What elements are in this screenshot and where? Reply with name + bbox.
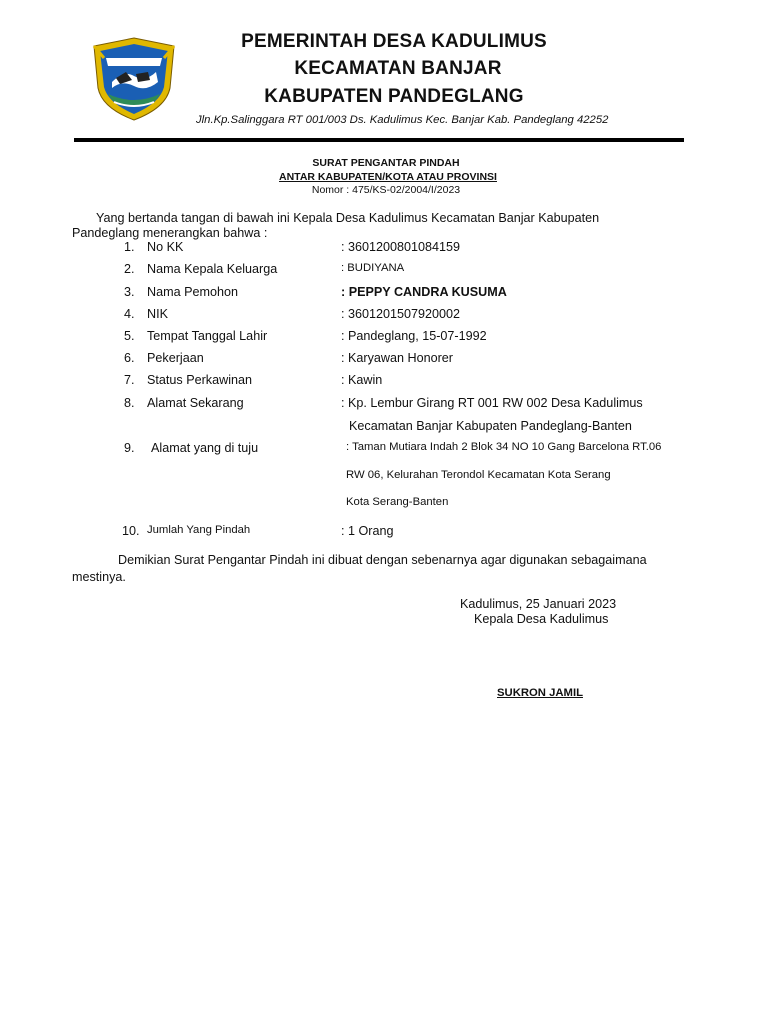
field-row-applicant — [0, 285, 768, 301]
field-row-current-address — [0, 396, 768, 412]
field-value: : 1 Orang — [341, 524, 394, 538]
field-label: Nama Pemohon — [147, 285, 239, 299]
field-row-head-of-family — [0, 262, 768, 278]
field-label: Alamat Sekarang — [147, 396, 244, 410]
letterhead-divider — [74, 138, 684, 142]
intro-text-line-2: Pandeglang menerangkan bahwa : — [72, 226, 268, 240]
closing-text-line-2: mestinya. — [72, 570, 126, 584]
district-title: KECAMATAN BANJAR — [294, 58, 502, 79]
destination-address-continuation-1: RW 06, Kelurahan Terondol Kecamatan Kota Serang — [346, 469, 611, 481]
field-label: Alamat yang di tuju — [151, 441, 259, 455]
letter-number: Nomor : 475/KS-02/2004/I/2023 — [311, 184, 461, 196]
field-value: : Kawin — [341, 373, 383, 387]
current-address-continuation: Kecamatan Banjar Kabupaten Pandeglang-Banten — [349, 419, 632, 433]
field-value: : Karyawan Honorer — [341, 351, 453, 365]
field-row-destination-address — [0, 441, 768, 457]
office-address: Jln.Kp.Salinggara RT 001/003 Ds. Kadulimus Kec. Banjar Kab. Pandeglang 42252 — [196, 114, 609, 126]
field-row-kk — [0, 240, 768, 256]
field-number: 4. — [124, 307, 135, 321]
field-label: NIK — [147, 307, 168, 321]
field-value: : Kp. Lembur Girang RT 001 RW 002 Desa Kadulimus — [341, 396, 643, 410]
field-label: Jumlah Yang Pindah — [147, 524, 251, 536]
field-row-occupation — [0, 351, 768, 367]
field-value: : BUDIYANA — [341, 262, 405, 274]
regency-title: KABUPATEN PANDEGLANG — [264, 86, 524, 107]
field-value: : 3601201507920002 — [341, 307, 461, 321]
field-label: Tempat Tanggal Lahir — [147, 329, 268, 343]
field-row-nik — [0, 307, 768, 323]
field-number: 9. — [124, 441, 135, 455]
government-title: PEMERINTAH DESA KADULIMUS — [241, 31, 547, 52]
field-label: Status Perkawinan — [147, 373, 253, 387]
closing-text-line-1: Demikian Surat Pengantar Pindah ini dibuat dengan sebenarnya agar digunakan sebagaimana — [118, 553, 647, 567]
letter-title: SURAT PENGANTAR PINDAH — [312, 157, 460, 169]
field-number: 10. — [122, 524, 140, 538]
field-number: 7. — [124, 373, 135, 387]
field-value: : Taman Mutiara Indah 2 Blok 34 NO 10 Gang Barcelona RT.06 — [346, 441, 662, 453]
field-value: : PEPPY CANDRA KUSUMA — [341, 285, 507, 299]
letter-subtitle: ANTAR KABUPATEN/KOTA ATAU PROVINSI — [279, 171, 497, 183]
field-label: Nama Kepala Keluarga — [147, 262, 278, 276]
field-row-marital-status — [0, 373, 768, 389]
field-number: 6. — [124, 351, 135, 365]
field-label: No KK — [147, 240, 184, 254]
field-row-birth — [0, 329, 768, 345]
intro-text-line-1: Yang bertanda tangan di bawah ini Kepala Desa Kadulimus Kecamatan Banjar Kabupaten — [96, 211, 600, 225]
field-number: 1. — [124, 240, 135, 254]
destination-address-continuation-2: Kota Serang-Banten — [346, 496, 449, 508]
field-number: 2. — [124, 262, 135, 276]
signature-role: Kepala Desa Kadulimus — [474, 612, 609, 626]
field-label: Pekerjaan — [147, 351, 204, 365]
field-number: 5. — [124, 329, 135, 343]
field-row-moving-count — [0, 524, 768, 540]
field-value: : 3601200801084159 — [341, 240, 461, 254]
field-value: : Pandeglang, 15-07-1992 — [341, 329, 487, 343]
field-number: 3. — [124, 285, 135, 299]
field-number: 8. — [124, 396, 135, 410]
signatory-name: SUKRON JAMIL — [497, 687, 583, 699]
signature-place-date: Kadulimus, 25 Januari 2023 — [460, 597, 617, 611]
